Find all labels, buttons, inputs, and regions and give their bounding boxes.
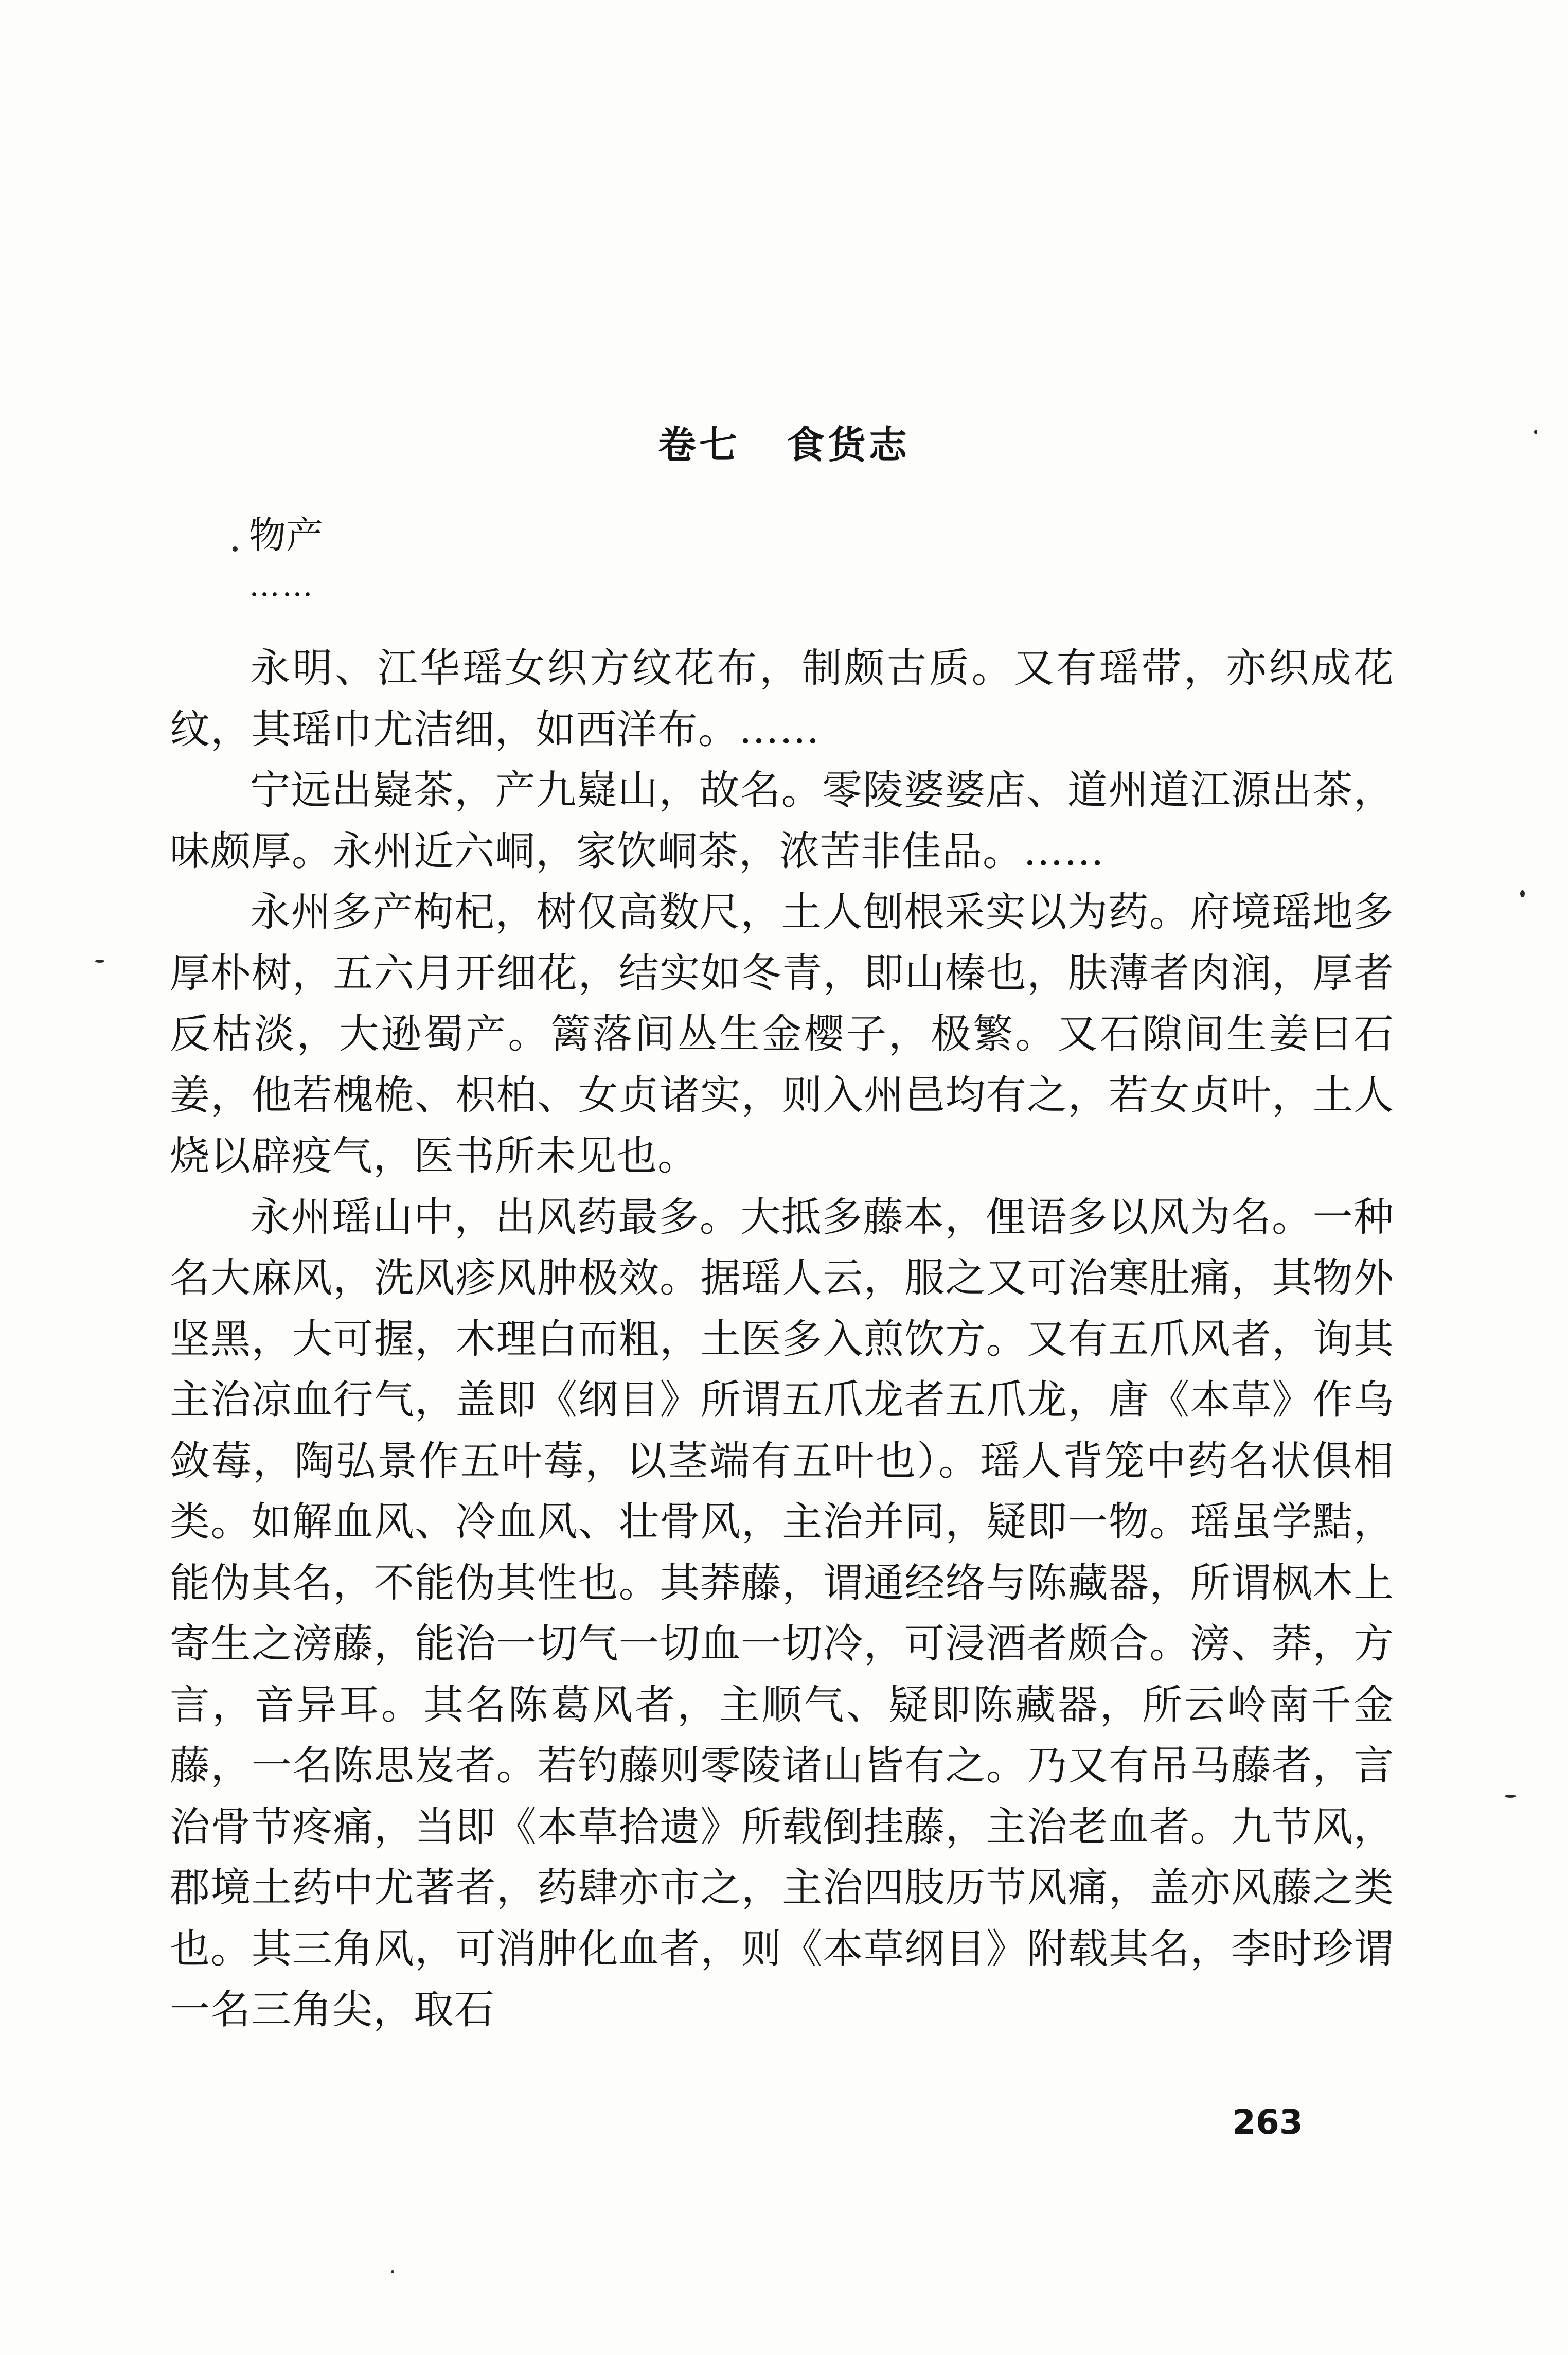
chapter-volume: 卷七 xyxy=(658,423,740,467)
chapter-title xyxy=(0,417,1568,473)
body-text xyxy=(170,638,1394,2041)
page-number: 263 xyxy=(1232,2102,1303,2142)
chapter-name: 食货志 xyxy=(787,423,910,467)
scan-speck xyxy=(1534,430,1537,434)
scan-speck xyxy=(1505,1795,1516,1798)
scan-speck xyxy=(95,960,104,963)
paragraph-wind-medicines: 永州瑶山中，出风药最多。大抵多藤本，俚语多以风为名。一种名大麻风，洗风疹风肿极效。据瑶人云，服之又可治寒肚痛，其物外坚黑，大可握，木理白而粗，土医多入煎饮方。又有五爪风者，询其主治凉血行气，盖即《纲目》所谓五爪龙者五爪龙，唐《本草》作乌敛莓，陶弘景作五叶莓，以茎端有五叶也）。瑶人背笼中药名状俱相类。如解血风、冷血风、壮骨风，主治并同，疑即一物。瑶虽学黠，能伪其名，不能伪其性也。其莽藤，谓通经络与陈藏器，所谓枫木上寄生之滂藤，能治一切气一切血一切冷，可浸酒者颇合。滂、莽，方言，音异耳。其名陈葛风者，主顺气、疑即陈藏器，所云岭南千金藤，一名陈思岌者。若钓藤则零陵诸山皆有之。乃又有吊马藤者，言治骨节疼痛，当即《本草拾遗》所载倒挂藤，主治老血者。九节风，郡境土药中尤著者，药肆亦市之，主治四肢历节风痛，盖亦风藤之类也。其三角风，可消肿化血者，则《本草纲目》附载其名，李时珍谓一名三角尖，取石 xyxy=(170,1194,1394,2033)
paragraph-herbs: 永州多产枸杞，树仅高数尺，土人刨根采实以为药。府境瑶地多厚朴树，五六月开细花，结实如冬青，即山榛也，肤薄者肉润，厚者反枯淡，大逊蜀产。篱落间丛生金樱子，极繁。又石隙间生姜曰石姜，他若槐桅、枳柏、女贞诸实，则入州邑均有之，若女贞叶，土人烧以辟疫气，医书所未见也。 xyxy=(170,889,1394,1179)
section-heading: 物产 xyxy=(249,514,324,557)
scan-speck xyxy=(233,546,238,552)
paragraph-cloth: 永明、江华瑶女织方纹花布，制颇古质。又有瑶带，亦织成花纹，其瑶巾尤洁细，如西洋布。…… xyxy=(170,645,1394,753)
omission-mark: …… xyxy=(249,568,315,604)
scan-speck xyxy=(391,2270,394,2273)
paragraph-tea: 宁远出嶷茶，产九嶷山，故名。零陵婆婆店、道州道江源出茶，味颇厚。永州近六峒，家饮峒茶，浓苦非佳品。…… xyxy=(170,767,1394,875)
scan-speck xyxy=(1520,890,1525,897)
